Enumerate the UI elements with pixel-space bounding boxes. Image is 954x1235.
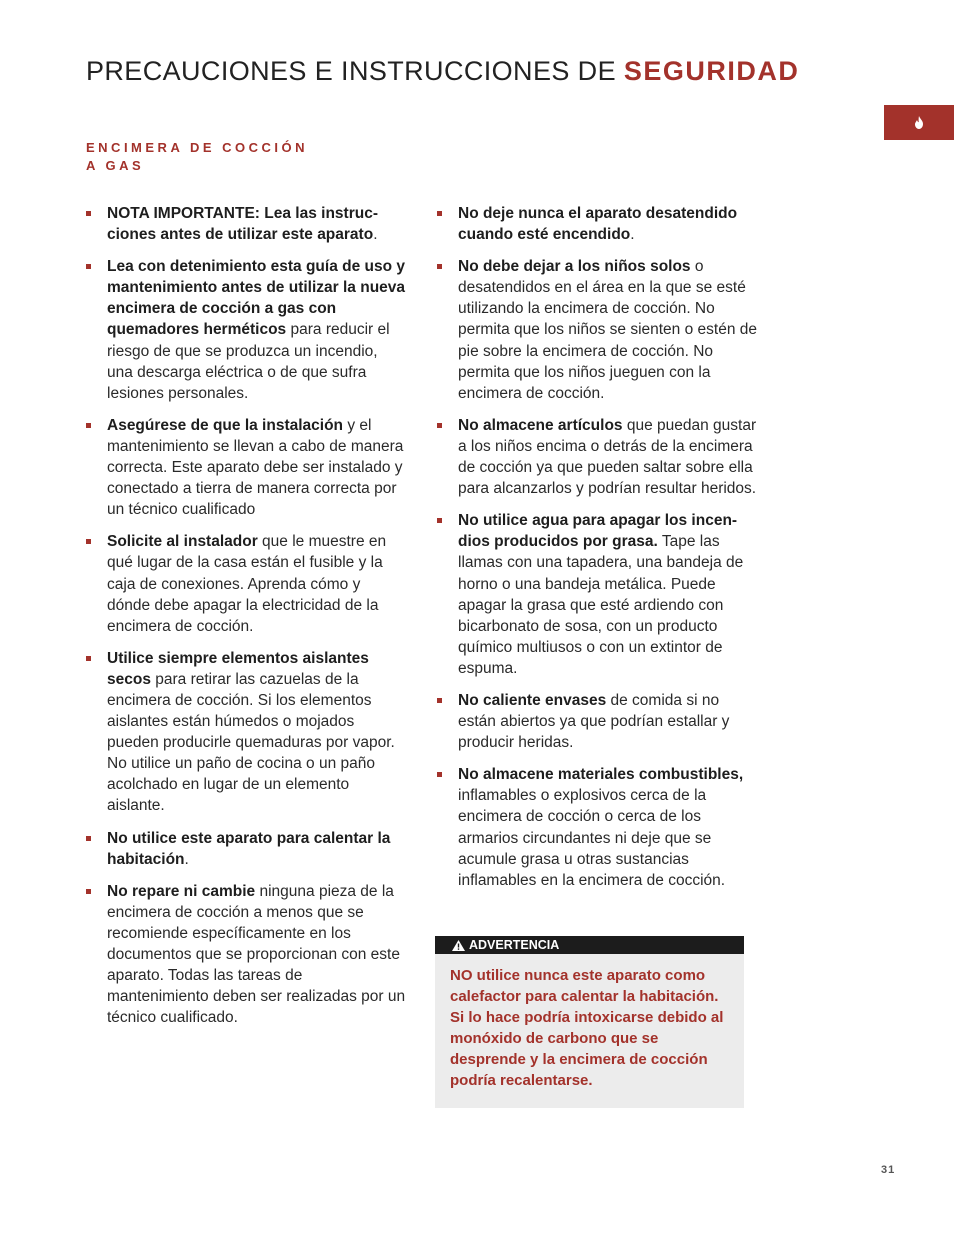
warning-triangle-icon	[452, 940, 465, 951]
list-item	[437, 203, 759, 245]
item-bold-text: No almacene materiales combustibles,	[458, 766, 744, 784]
item-text: que le muestre en qué lugar de la casa están el fusible y la caja de conexiones. Aprenda cómo y dónde debe apagar la electricidad de la encimera de cocción.	[107, 533, 387, 635]
flame-icon	[914, 116, 924, 129]
list-item	[437, 510, 759, 679]
list-item	[437, 256, 759, 404]
item-text: y el mantenimiento se llevan a cabo de manera correcta. Este aparato debe ser instalado y conectado a tierra de manera correcta por un técnico cualificado	[107, 416, 404, 519]
list-item	[86, 648, 406, 817]
list-item	[437, 764, 759, 891]
item-bold-text: No repare ni cambie	[107, 882, 256, 900]
item-text: inflamables o explosivos cerca de la encimera de cocción o cerca de los armarios circundantes ni deje que se acumule grasa u otras sustancias inflamables en la encimera de cocción.	[458, 787, 726, 889]
item-bold-text: No utilice agua para apagar los incen-dios producidos por grasa.	[458, 512, 738, 551]
warning-header	[435, 936, 744, 954]
bullet-icon	[437, 423, 442, 428]
bullet-icon	[437, 772, 442, 777]
page-number: 31	[881, 1164, 896, 1176]
bullet-icon	[437, 518, 442, 523]
section-heading	[86, 139, 386, 175]
right-column	[437, 203, 759, 902]
item-text: para reducir el riesgo de que se produzca un incendio, una descarga eléctrica o de que sufra lesiones personales.	[107, 321, 390, 402]
item-text: .	[184, 850, 189, 868]
bullet-icon	[437, 698, 442, 703]
item-bold-text: Lea con detenimiento esta guía de uso y mantenimiento antes de utilizar la nueva encimera de cocción a gas con quemadores herméticos	[107, 258, 406, 339]
page-title	[86, 56, 799, 87]
item-text: .	[373, 226, 378, 244]
left-column	[86, 203, 406, 1039]
bullet-icon	[86, 264, 91, 269]
warning-text: NO utilice nunca este aparato como calefactor para calentar la habitación. Si lo hace podría intoxicarse debido al monóxido de carbono que se desprende y la encimera de cocción podría recalentarse.	[450, 967, 724, 1090]
bullet-icon	[437, 264, 442, 269]
item-bold-text: No caliente envases	[458, 691, 607, 709]
warning-box	[435, 936, 744, 1108]
list-item	[86, 881, 406, 1029]
bullet-icon	[86, 836, 91, 841]
list-item	[86, 256, 406, 404]
list-item	[86, 203, 406, 245]
bullet-icon	[437, 211, 442, 216]
section-heading-line-2: A GAS	[86, 158, 145, 173]
item-bold-text: No deje nunca el aparato desatendido cuando esté encendido	[458, 205, 738, 244]
item-text: para retirar las cazuelas de la encimera de cocción. Si los elementos aislantes están húmedos o mojados pueden producirle quemaduras por vapor. No utilice un paño de cocina o un paño acolchado en lugar de un elemento aislante.	[107, 670, 395, 815]
list-item	[437, 690, 759, 753]
item-text: o desatendidos en el área en la que se esté utilizando la encimera de cocción. No permita que los niños se sienten o estén de pie sobre la encimera de cocción. No permita que los niños jueguen con la encimera de cocción.	[458, 258, 757, 402]
item-bold-text: Utilice siempre elementos aislantes secos	[107, 649, 369, 688]
section-tab	[884, 105, 954, 140]
bullet-icon	[86, 423, 91, 428]
item-text: que puedan gustar a los niños encima o detrás de la encimera de cocción ya que pueden saltar sobre ella para alcanzarlos y podrían resultar heridos.	[458, 416, 757, 498]
bullet-icon	[86, 656, 91, 661]
item-bold-text: No utilice este aparato para calentar la habitación	[107, 829, 391, 868]
item-bold-text: No debe dejar a los niños solos	[458, 258, 691, 276]
item-text: ninguna pieza de la encimera de cocción a menos que se recomiende específicamente en los documentos que se proporcionan con este aparato. Todas las tareas de mantenimiento deben ser realizadas por un técnico cualificado.	[107, 882, 406, 1027]
warning-label: ADVERTENCIA	[469, 938, 560, 952]
section-heading-line-1: ENCIMERA DE COCCIÓN	[86, 140, 309, 155]
item-bold-text: Asegúrese de que la instalación	[107, 416, 344, 434]
list-item	[86, 828, 406, 870]
bullet-icon	[86, 539, 91, 544]
page-title-main: PRECAUCIONES E INSTRUCCIONES DE	[86, 56, 624, 87]
list-item	[437, 415, 759, 499]
item-bold-text: No almacene artículos	[458, 416, 623, 434]
item-text: .	[630, 226, 635, 244]
item-bold-text: NOTA IMPORTANTE: Lea las instruc-ciones antes de utilizar este aparato	[107, 205, 378, 244]
list-item	[86, 415, 406, 520]
item-bold-text: Solicite al instalador	[107, 533, 258, 551]
page-title-accent: SEGURIDAD	[623, 56, 800, 87]
list-item	[86, 531, 406, 636]
item-text: Tape las llamas con una tapadera, una bandeja de horno o una bandeja metálica. Puede apagar la grasa que esté ardiendo con bicarbonato de sosa, con un producto químico multiusos o con un extintor de espuma.	[458, 533, 744, 677]
item-text: de comida si no están abiertos ya que podrían estallar y producir heridas.	[458, 691, 730, 752]
bullet-icon	[86, 889, 91, 894]
bullet-icon	[86, 211, 91, 216]
